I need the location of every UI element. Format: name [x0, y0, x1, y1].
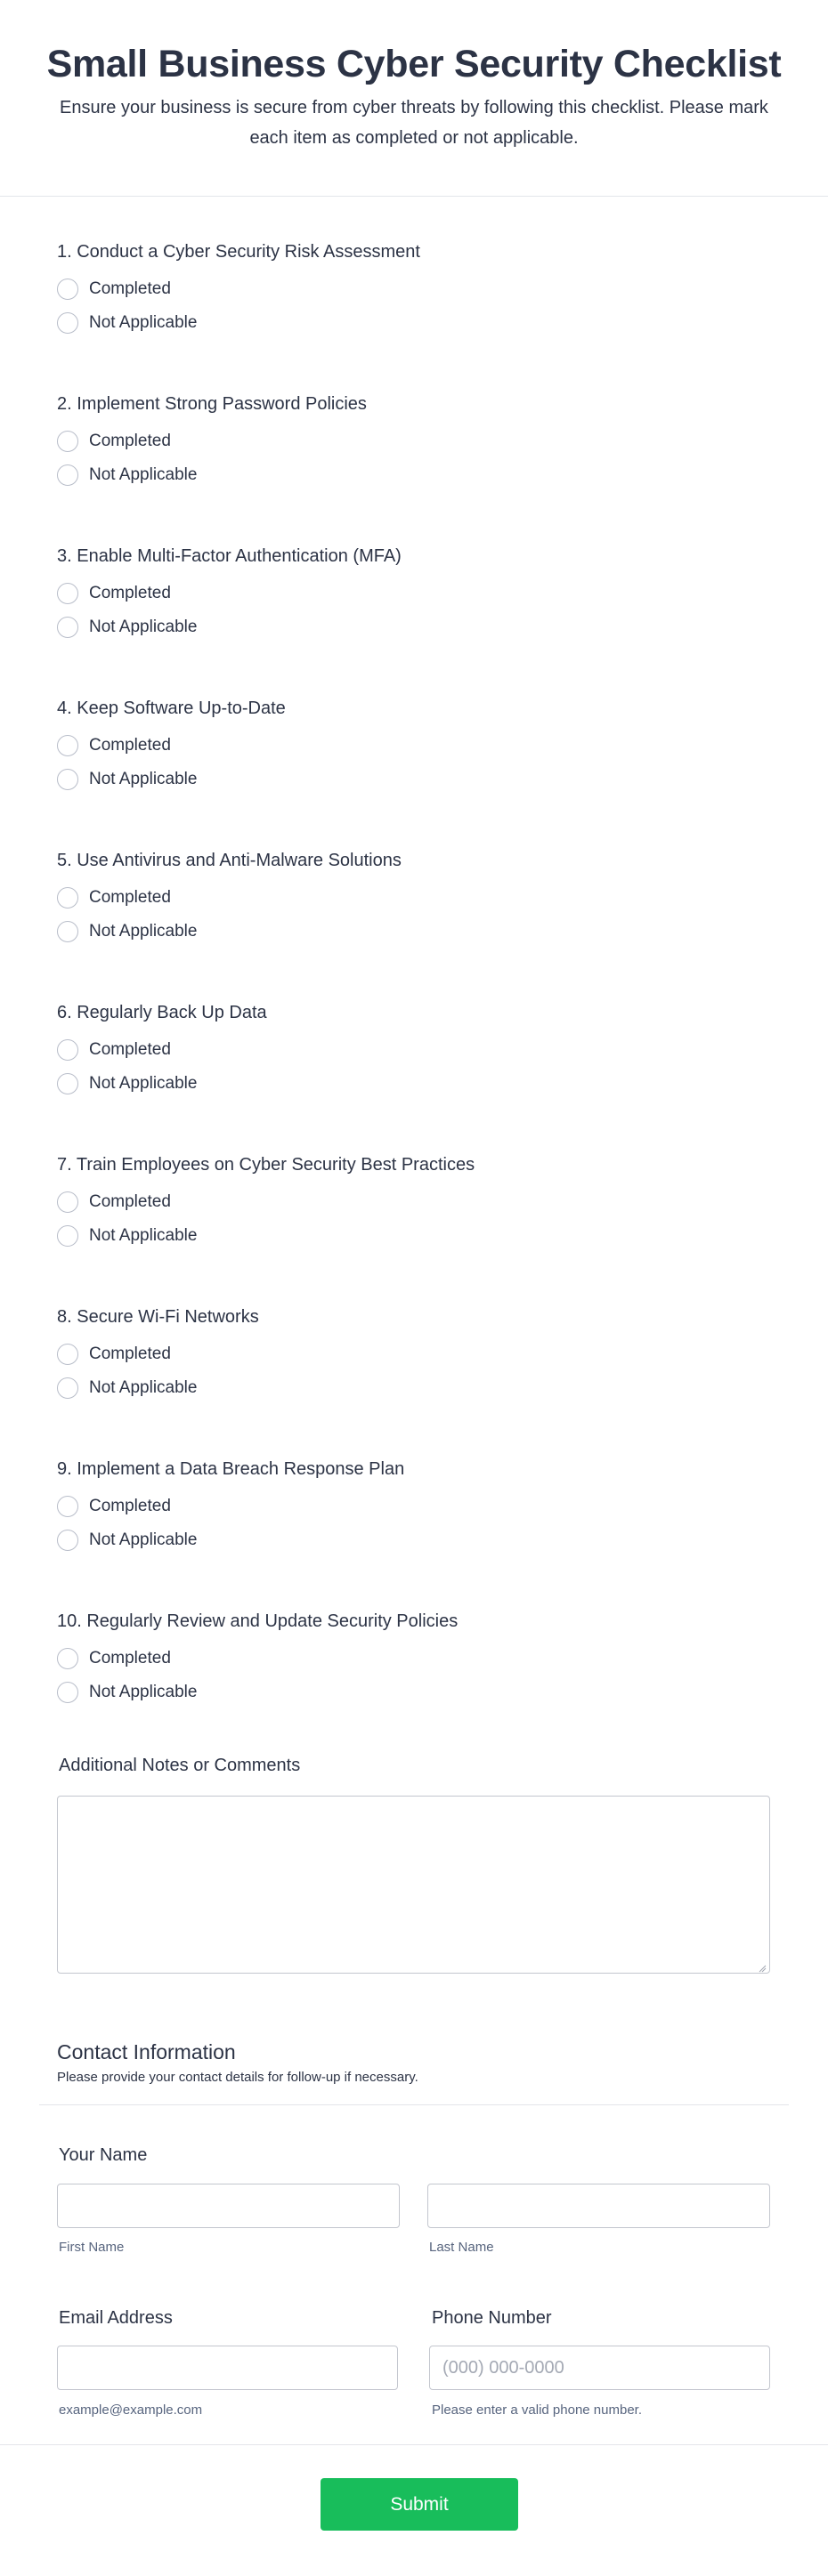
option-label: Completed — [89, 1040, 171, 1059]
question-label: 6. Regularly Back Up Data — [57, 1003, 267, 1022]
first-name-sublabel: First Name — [59, 2240, 125, 2255]
option-completed[interactable] — [57, 1642, 769, 1676]
checklist-question — [57, 999, 769, 1101]
radio-button[interactable] — [57, 1039, 78, 1061]
option-not-applicable[interactable] — [57, 915, 769, 949]
radio-button[interactable] — [57, 1496, 78, 1517]
notes-textarea[interactable] — [57, 1796, 770, 1974]
option-completed[interactable] — [57, 577, 769, 610]
option-not-applicable[interactable] — [57, 1676, 769, 1709]
option-not-applicable[interactable] — [57, 1219, 769, 1253]
radio-button[interactable] — [57, 279, 78, 300]
email-label: Email Address — [59, 2308, 173, 2328]
page-title: Small Business Cyber Security Checklist — [46, 43, 782, 85]
name-label: Your Name — [59, 2145, 148, 2165]
form-header — [0, 0, 828, 196]
radio-button[interactable] — [57, 1530, 78, 1551]
checklist-question — [57, 1304, 769, 1405]
option-label: Not Applicable — [89, 618, 198, 636]
radio-button[interactable] — [57, 769, 78, 790]
option-not-applicable[interactable] — [57, 610, 769, 644]
question-label: 1. Conduct a Cyber Security Risk Assessment — [57, 242, 420, 262]
question-label: 7. Train Employees on Cyber Security Best Practices — [57, 1155, 475, 1175]
last-name-sublabel: Last Name — [429, 2240, 494, 2255]
option-label: Completed — [89, 1345, 171, 1363]
last-name-input[interactable] — [427, 2184, 770, 2228]
radio-button[interactable] — [57, 464, 78, 486]
option-completed[interactable] — [57, 424, 769, 458]
option-not-applicable[interactable] — [57, 763, 769, 796]
option-not-applicable[interactable] — [57, 458, 769, 492]
phone-label: Phone Number — [432, 2308, 552, 2328]
option-label: Not Applicable — [89, 1074, 198, 1093]
option-label: Not Applicable — [89, 1378, 198, 1397]
option-label: Completed — [89, 432, 171, 450]
radio-button[interactable] — [57, 583, 78, 604]
phone-input[interactable] — [429, 2346, 770, 2390]
option-completed[interactable] — [57, 1185, 769, 1219]
option-label: Not Applicable — [89, 465, 198, 484]
radio-button[interactable] — [57, 1344, 78, 1365]
option-label: Completed — [89, 888, 171, 907]
phone-sublabel: Please enter a valid phone number. — [432, 2402, 642, 2418]
option-not-applicable[interactable] — [57, 306, 769, 340]
radio-button[interactable] — [57, 735, 78, 756]
option-completed[interactable] — [57, 1337, 769, 1371]
email-input[interactable] — [57, 2346, 398, 2390]
option-label: Completed — [89, 1649, 171, 1668]
resize-grip-icon[interactable] — [758, 1961, 767, 1970]
option-label: Not Applicable — [89, 1226, 198, 1245]
radio-button[interactable] — [57, 1648, 78, 1669]
radio-button[interactable] — [57, 921, 78, 942]
question-label: 3. Enable Multi-Factor Authentication (MFA) — [57, 546, 402, 566]
radio-button[interactable] — [57, 431, 78, 452]
contact-section-subtitle: Please provide your contact details for follow-up if necessary. — [57, 2070, 418, 2085]
contact-section-title: Contact Information — [57, 2040, 236, 2063]
notes-label: Additional Notes or Comments — [59, 1756, 301, 1775]
checklist-question — [57, 391, 769, 492]
first-name-input[interactable] — [57, 2184, 400, 2228]
option-label: Not Applicable — [89, 1530, 198, 1549]
option-label: Not Applicable — [89, 770, 198, 788]
option-completed[interactable] — [57, 1033, 769, 1067]
radio-button[interactable] — [57, 617, 78, 638]
checklist-question — [57, 238, 769, 340]
option-completed[interactable] — [57, 1490, 769, 1523]
option-label: Completed — [89, 1192, 171, 1211]
option-label: Not Applicable — [89, 922, 198, 941]
question-label: 9. Implement a Data Breach Response Plan — [57, 1459, 405, 1479]
radio-button[interactable] — [57, 1377, 78, 1399]
footer-divider — [0, 2444, 828, 2445]
header-divider — [0, 196, 828, 197]
question-label: 10. Regularly Review and Update Security Policies — [57, 1611, 459, 1631]
option-completed[interactable] — [57, 729, 769, 763]
radio-button[interactable] — [57, 1073, 78, 1094]
checklist-question — [57, 543, 769, 644]
page-subtitle: Ensure your business is secure from cyber threats by following this checklist. Please mark each item as completed or not applicable. — [60, 98, 768, 148]
option-not-applicable[interactable] — [57, 1067, 769, 1101]
question-label: 8. Secure Wi-Fi Networks — [57, 1307, 259, 1327]
checklist-question — [57, 1456, 769, 1557]
option-not-applicable[interactable] — [57, 1371, 769, 1405]
radio-button[interactable] — [57, 1191, 78, 1213]
option-completed[interactable] — [57, 881, 769, 915]
question-label: 4. Keep Software Up-to-Date — [57, 699, 286, 718]
radio-button[interactable] — [57, 1225, 78, 1247]
checklist-question — [57, 1608, 769, 1709]
radio-button[interactable] — [57, 1682, 78, 1703]
checklist-question — [57, 1151, 769, 1253]
radio-button[interactable] — [57, 312, 78, 334]
option-label: Completed — [89, 736, 171, 755]
option-label: Not Applicable — [89, 1683, 198, 1701]
option-label: Completed — [89, 584, 171, 602]
question-label: 5. Use Antivirus and Anti-Malware Solutions — [57, 851, 402, 870]
contact-divider — [39, 2104, 789, 2105]
checklist-question — [57, 695, 769, 796]
option-label: Completed — [89, 279, 171, 298]
option-completed[interactable] — [57, 272, 769, 306]
option-label: Not Applicable — [89, 313, 198, 332]
question-label: 2. Implement Strong Password Policies — [57, 394, 367, 414]
option-not-applicable[interactable] — [57, 1523, 769, 1557]
option-label: Completed — [89, 1497, 171, 1515]
email-sublabel: example@example.com — [59, 2402, 203, 2418]
radio-button[interactable] — [57, 887, 78, 908]
submit-button[interactable]: Submit — [321, 2478, 518, 2531]
checklist-question — [57, 847, 769, 949]
